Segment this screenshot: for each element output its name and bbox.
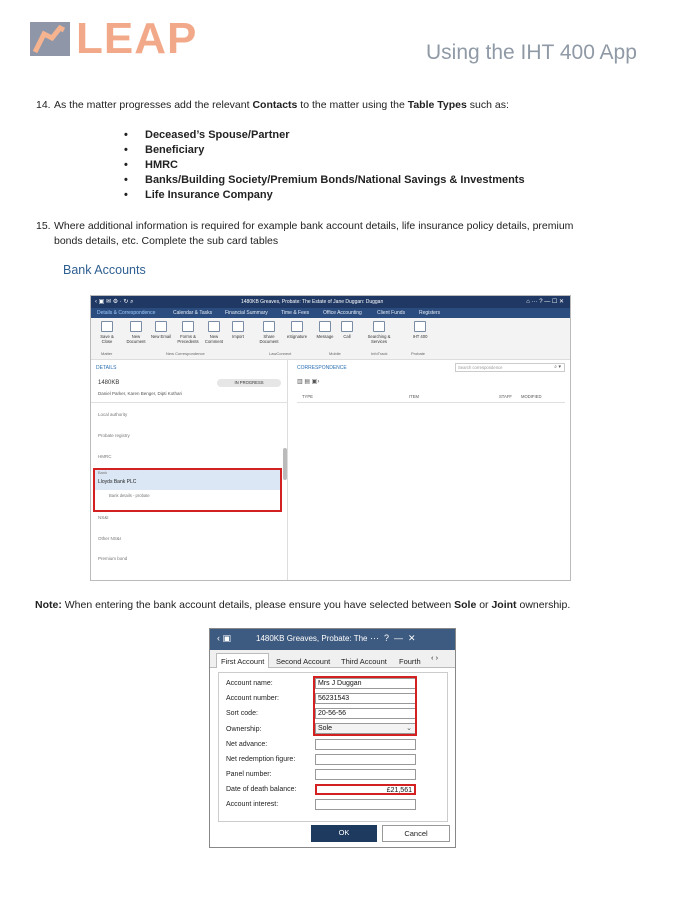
cancel-button[interactable]: Cancel <box>382 825 450 842</box>
bank-name: Lloyds Bank PLC <box>98 479 137 485</box>
note-label: Note: <box>35 599 62 611</box>
correspondence-heading: CORRESPONDENCE <box>297 365 347 371</box>
step-number: 15. <box>36 220 51 232</box>
esignature-button[interactable]: eSignature <box>284 321 310 339</box>
new-comment-button[interactable]: New Comment <box>203 321 225 344</box>
ownership-select[interactable]: Sole ⌄ <box>315 723 416 734</box>
ribbon-group-label: InfoTrack <box>371 351 388 356</box>
leap-logo-icon <box>30 22 70 56</box>
column-header[interactable]: STAFF <box>499 394 512 399</box>
ribbon-group-label: Probate <box>411 351 426 356</box>
tab-registers[interactable]: Registers <box>419 310 441 316</box>
list-item[interactable]: Other NS&I <box>98 536 122 541</box>
ribbon-group-label: Mobile <box>329 351 341 356</box>
iht400-button[interactable]: IHT 400 <box>409 321 431 339</box>
field-label: Sort code: <box>226 710 258 717</box>
tab-time[interactable]: Time & Fees <box>281 310 310 316</box>
sort-code-input[interactable]: 20-56-56 <box>315 708 416 719</box>
ribbon <box>91 318 570 360</box>
matter-number: 1480KB <box>98 380 120 386</box>
searching-services-button[interactable]: Searching & Services <box>365 321 393 344</box>
field-label: Ownership: <box>226 726 262 733</box>
matter-screenshot <box>90 295 571 581</box>
step-text: As the matter progresses add the relevant <box>54 99 253 111</box>
search-icon: ⌕ ▾ <box>554 364 561 370</box>
dialog-titlebar <box>210 629 455 650</box>
step-bold: Contacts <box>252 99 298 111</box>
step-number: 14. <box>36 99 51 111</box>
chevron-down-icon: ⌄ <box>406 725 412 732</box>
scrollbar-thumb[interactable] <box>283 448 287 480</box>
new-email-button[interactable]: New Email <box>151 321 171 339</box>
view-toggle-icons[interactable]: ▥ ▤ ▣› <box>297 379 320 385</box>
column-header[interactable]: MODIFIED <box>521 394 542 399</box>
account-name-input[interactable]: Mrs J Duggan <box>315 678 416 689</box>
share-document-button[interactable]: Share Document <box>257 321 281 344</box>
field-label: Account name: <box>226 680 273 687</box>
back-icon[interactable]: ‹ ▣ <box>217 633 232 643</box>
new-document-button[interactable]: New Document <box>125 321 147 344</box>
tab-fourth[interactable]: Fourth <box>399 657 421 666</box>
tab-calendar[interactable]: Calendar & Tasks <box>173 310 213 316</box>
document-title: Using the IHT 400 App <box>426 41 637 64</box>
bank-label: Bank <box>98 470 108 475</box>
ribbon-group-label: New Correspondence <box>166 351 205 356</box>
message-button[interactable]: Message <box>314 321 336 339</box>
tab-details[interactable]: Details & Correspondence <box>97 310 156 316</box>
tab-third-account[interactable]: Third Account <box>341 657 387 666</box>
list-item[interactable]: Premium bond <box>98 556 128 561</box>
death-balance-input[interactable]: £21,561 <box>315 784 416 795</box>
account-number-input[interactable]: 56231543 <box>315 693 416 704</box>
net-advance-input[interactable] <box>315 739 416 750</box>
ribbon-group-label: LawConnect <box>269 351 292 356</box>
tab-financial[interactable]: Financial Summary <box>225 310 268 316</box>
field-label: Date of death balance: <box>226 786 297 793</box>
step-text: Where additional information is required for example bank account details, life insurance policy details, premium <box>54 220 574 232</box>
list-item[interactable]: Probate registry <box>98 433 130 438</box>
bank-account-dialog <box>209 628 456 848</box>
panel-number-input[interactable] <box>315 769 416 780</box>
tab-office[interactable]: Office Accounting <box>323 310 362 316</box>
list-item[interactable]: Local authority <box>98 412 128 417</box>
list-item[interactable]: NS&I <box>98 515 109 520</box>
ok-button[interactable]: OK <box>311 825 377 842</box>
tab-scroll-icon[interactable]: ‹ › <box>431 653 439 662</box>
step-text: such as: <box>466 99 509 111</box>
forms-precedents-button[interactable]: Forms & Precedents <box>175 321 201 344</box>
correspondence-panel <box>289 360 571 581</box>
field-label: Account interest: <box>226 801 279 808</box>
account-interest-input[interactable] <box>315 799 416 810</box>
dialog-tabs <box>210 650 455 668</box>
column-header[interactable]: TYPE <box>302 394 313 399</box>
ribbon-group-label: Matter <box>101 351 113 356</box>
step-bold: Table Types <box>407 99 467 111</box>
list-item[interactable]: HMRC <box>98 454 112 459</box>
import-button[interactable]: Import <box>228 321 248 339</box>
search-correspondence-input[interactable]: Search correspondence ⌕ ▾ <box>455 363 565 372</box>
window-titlebar <box>91 296 570 308</box>
window-title: 1480KB Greaves, Probate: The Estate of Jane Duggan: Duggan <box>241 299 384 305</box>
dialog-title: 1480KB Greaves, Probate: The <box>256 634 368 643</box>
bank-subcard[interactable]: Bank details - probate <box>109 493 150 498</box>
note: Note: When entering the bank account details, please ensure you have selected between Sole or Joint ownership. <box>35 599 571 611</box>
field-label: Net redemption figure: <box>226 756 296 763</box>
highlight-box <box>93 468 282 512</box>
status-badge: IN PROGRESS <box>217 379 281 387</box>
details-panel <box>91 360 288 581</box>
tab-second-account[interactable]: Second Account <box>276 657 331 666</box>
step-15 <box>36 219 656 251</box>
save-close-button[interactable]: Save & Close <box>97 321 117 344</box>
call-button[interactable]: Call <box>337 321 357 339</box>
details-heading: DETAILS <box>96 365 117 371</box>
net-redemption-input[interactable] <box>315 754 416 765</box>
tab-bar <box>91 308 570 318</box>
logo-text: LEAP <box>76 14 198 63</box>
field-label: Account number: <box>226 695 279 702</box>
nav-icons[interactable]: ‹ ▣ ✉ ⚙ · ↻ ⌕ <box>95 299 134 305</box>
staff-list: Daniel Parker, Karen Benger, Dipti Kothari <box>98 391 183 396</box>
step-text: to the matter using the <box>297 99 408 111</box>
field-label: Panel number: <box>226 771 272 778</box>
section-heading: Bank Accounts <box>63 263 146 277</box>
step-text: bonds details, etc. Complete the sub card tables <box>54 235 279 247</box>
field-label: Net advance: <box>226 741 268 748</box>
column-header[interactable]: ITEM <box>409 394 420 399</box>
window-controls[interactable]: ··· ? — ✕ <box>370 633 416 643</box>
highlight-box <box>313 676 417 736</box>
tab-first-account[interactable]: First Account <box>216 653 269 668</box>
tab-client-funds[interactable]: Client Funds <box>377 310 406 316</box>
window-controls[interactable]: ⌂ ··· ? — ☐ ✕ <box>526 299 564 305</box>
